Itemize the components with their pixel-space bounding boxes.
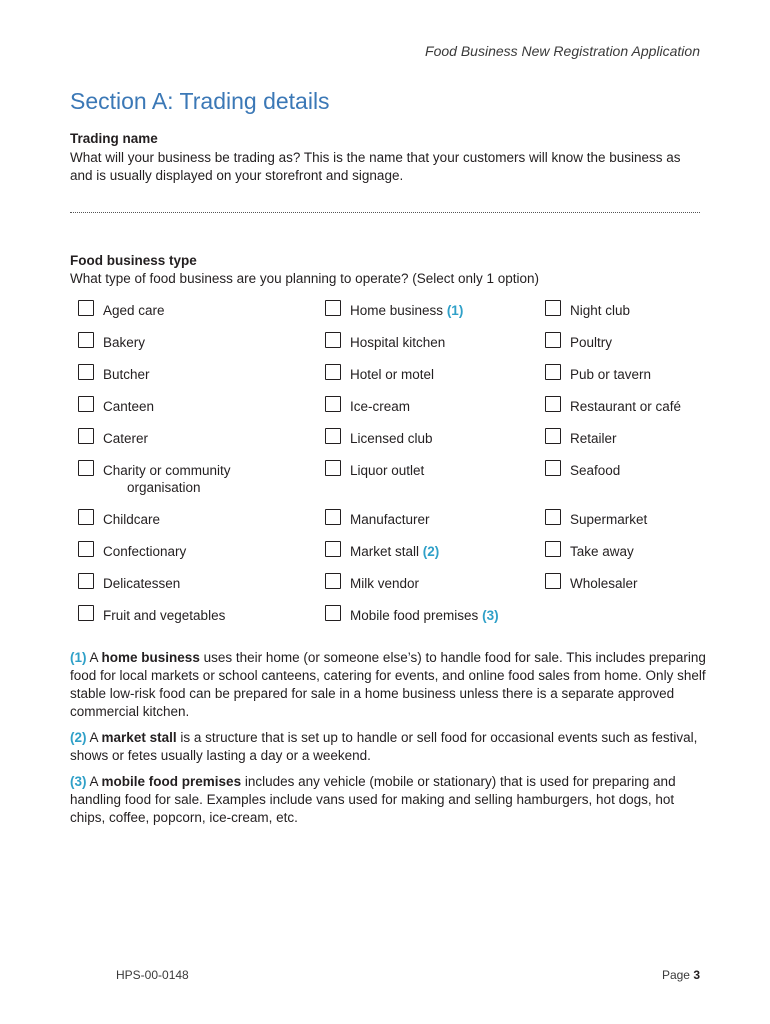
checkbox[interactable] — [78, 605, 94, 621]
checkbox[interactable] — [325, 428, 341, 444]
note-market-stall: (2) A market stall is a structure that is set up to handle or sell food for occasional events such as festival, shows or fetes usually lasting a day or a weekend. — [70, 730, 698, 763]
checkbox[interactable] — [325, 541, 341, 557]
checkbox[interactable] — [325, 332, 341, 348]
checkbox[interactable] — [78, 300, 94, 316]
checkbox[interactable] — [325, 460, 341, 476]
checkbox[interactable] — [78, 396, 94, 412]
trading-name-description: What will your business be trading as? This is the name that your customers will know the business as and is usually displayed on your storefront and signage. — [70, 150, 681, 183]
checkbox[interactable] — [545, 428, 561, 444]
trading-name-label: Trading name — [70, 131, 158, 146]
checkbox[interactable] — [325, 364, 341, 380]
checkbox[interactable] — [78, 460, 94, 476]
checkbox[interactable] — [545, 364, 561, 380]
note-mobile-food-premises: (3) A mobile food premises includes any vehicle (mobile or stationary) that is used for preparing and handling food for sale. Examples include vans used for making and selling hamburgers, hot dogs, hot chips, coffee, popcorn, ice-cream, etc. — [70, 774, 676, 825]
checkbox[interactable] — [78, 332, 94, 348]
document-header-title: Food Business New Registration Application — [425, 43, 700, 59]
checkbox[interactable] — [325, 573, 341, 589]
checkbox[interactable] — [545, 396, 561, 412]
checkbox[interactable] — [78, 541, 94, 557]
checkbox[interactable] — [78, 428, 94, 444]
checkbox[interactable] — [545, 332, 561, 348]
checkbox[interactable] — [78, 573, 94, 589]
checkbox[interactable] — [325, 300, 341, 316]
food-business-type-label: Food business type — [70, 253, 197, 268]
checkbox[interactable] — [545, 460, 561, 476]
trading-name-input-line[interactable] — [70, 212, 700, 213]
checkbox[interactable] — [545, 541, 561, 557]
checkbox[interactable] — [325, 396, 341, 412]
checkbox[interactable] — [325, 509, 341, 525]
checkbox[interactable] — [78, 364, 94, 380]
footer-form-code: HPS-00-0148 — [116, 968, 189, 982]
section-title: Section A: Trading details — [70, 88, 330, 114]
checkbox[interactable] — [545, 509, 561, 525]
food-business-type-description: What type of food business are you planning to operate? (Select only 1 option) — [70, 271, 540, 286]
footnote-ref-3: (3) — [482, 608, 499, 623]
checkbox[interactable] — [325, 605, 341, 621]
checkbox[interactable] — [78, 509, 94, 525]
checkbox[interactable] — [545, 300, 561, 316]
footnote-ref-2: (2) — [422, 544, 440, 559]
note-home-business: (1) A home business uses their home (or someone else’s) to handle food for sale. This includes preparing food for local markets or school canteens, catering for events, and online food sales from home. Only shelf stable low-risk food can be prepared for sale in a home business unless there is a separate approved commercial kitchen. — [70, 650, 706, 719]
checkbox[interactable] — [545, 573, 561, 589]
footnote-ref-1: (1) — [446, 303, 464, 318]
footer-page-number: Page 3 — [661, 968, 700, 982]
